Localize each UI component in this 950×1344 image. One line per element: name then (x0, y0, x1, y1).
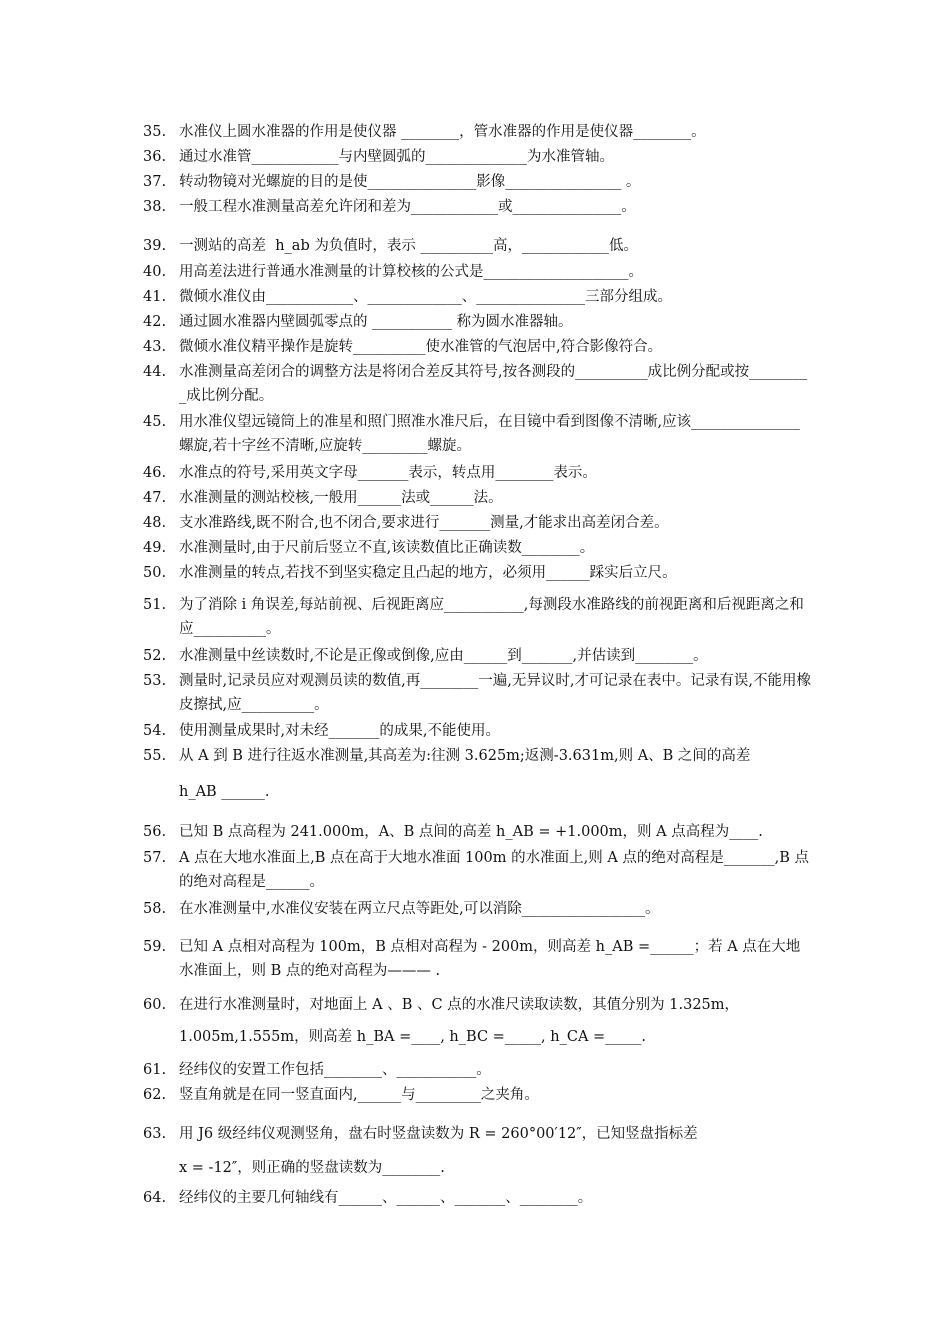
question-number: 35. (143, 124, 167, 140)
question-item (143, 234, 813, 258)
question-text: 一测站的高差 h_ab 为负值时，表示 __________高，____________低。 (179, 238, 638, 254)
question-text: 在进行水准测量时，对地面上 A 、B 、C 点的水准尺读取读数，其值分别为 1.325m， (179, 997, 740, 1013)
question-item (143, 170, 813, 194)
question-item (143, 669, 813, 717)
question-item (143, 593, 813, 641)
question-number: 50. (143, 565, 167, 581)
question-item (143, 1083, 813, 1107)
question-number: 59. (143, 939, 167, 955)
question-text: 一般工程水准测量高差允许闭和差为____________或_______________。 (179, 199, 636, 215)
question-text: 微倾水准仪由____________、_____________、_______________三部分组成。 (179, 289, 672, 305)
question-text: 用 J6 级经纬仪观测竖角，盘右时竖盘读数为 R = 260°00′12″，已知竖盘指标差 (179, 1126, 698, 1142)
question-number: 49. (143, 540, 167, 556)
question-number: 61. (143, 1062, 167, 1078)
question-number: 64. (143, 1190, 167, 1206)
question-item (143, 410, 813, 458)
question-number: 53. (143, 673, 167, 689)
question-number: 42. (143, 314, 167, 330)
question-item (143, 993, 813, 1017)
question-text: 用水准仪望远镜筒上的准星和照门照准水准尺后，在目镜中看到图像不清晰,应该_______________螺旋,若十字丝不清晰,应旋转_________螺旋。 (179, 414, 800, 454)
question-text: 水准测量时,由于尺前后竖立不直,该读数值比正确读数________。 (179, 540, 595, 556)
question-number: 52. (143, 648, 167, 664)
question-number: 36. (143, 149, 167, 165)
question-item (143, 511, 813, 535)
question-item (143, 260, 813, 284)
question-text: x = -12″，则正确的竖盘读数为________. (179, 1160, 445, 1176)
question-text: 经纬仪的安置工作包括________、___________。 (179, 1062, 491, 1078)
question-item (143, 1058, 813, 1082)
question-text: 水准测量中丝读数时,不论是正像或倒像,应由______到_______,并估读到________。 (179, 648, 708, 664)
question-text: 测量时,记录员应对观测员读的数值,再________一遍,无异议时,才可记录在表中。记录有误,不能用橡皮擦拭,应__________。 (179, 673, 812, 713)
question-text: 通过圆水准器内壁圆弧零点的 ___________ 称为圆水准器轴。 (179, 314, 573, 330)
question-item (143, 120, 813, 144)
question-item (143, 935, 813, 983)
question-number: 55. (143, 748, 167, 764)
question-text: 用高差法进行普通水准测量的计算校核的公式是____________________。 (179, 264, 643, 280)
question-text: 支水准路线,既不附合,也不闭合,要求进行_______测量,才能求出高差闭合差。 (179, 515, 669, 531)
question-number: 57. (143, 850, 167, 866)
question-number: 39. (143, 238, 167, 254)
question-item (143, 360, 813, 408)
question-text: 使用测量成果时,对未经_______的成果,不能使用。 (179, 723, 500, 739)
question-text: 水准测量的测站校核,一般用______法或______法。 (179, 490, 503, 506)
question-item (143, 195, 813, 219)
question-number: 37. (143, 174, 167, 190)
question-item (143, 719, 813, 743)
question-number: 58. (143, 901, 167, 917)
question-item (143, 897, 813, 921)
question-item (143, 1025, 813, 1049)
question-item (143, 310, 813, 334)
question-number: 62. (143, 1087, 167, 1103)
question-text: 通过水准管____________与内壁圆弧的______________为水准管轴。 (179, 149, 614, 165)
question-text: 转动物镜对光螺旋的目的是使_______________影像________________ 。 (179, 174, 641, 190)
question-text: A 点在大地水准面上,B 点在高于大地水准面 100m 的水准面上,则 A 点的绝对高程是_______,B 点的绝对高程是______。 (179, 850, 810, 890)
question-number: 56. (143, 824, 167, 840)
question-number: 48. (143, 515, 167, 531)
question-text: 已知 A 点相对高程为 100m，B 点相对高程为 - 200m，则高差 h_AB =______；若 A 点在大地水准面上，则 B 点的绝对高程为——— . (179, 939, 801, 979)
question-text: 微倾水准仪精平操作是旋转__________使水准管的气泡居中,符合影像符合。 (179, 339, 663, 355)
question-item (143, 846, 813, 894)
question-number: 63. (143, 1126, 167, 1142)
question-text: 水准测量高差闭合的调整方法是将闭合差反其符号,按各测段的__________成比例分配或按_________成比例分配。 (179, 364, 808, 404)
question-number: 43. (143, 339, 167, 355)
question-text: 为了消除 i 角误差,每站前视、后视距离应___________,每测段水准路线的前视距离和后视距离之和应__________。 (179, 597, 804, 637)
question-item (143, 486, 813, 510)
question-text: 水准测量的转点,若找不到坚实稳定且凸起的地方，必须用______踩实后立尺。 (179, 565, 677, 581)
question-number: 40. (143, 264, 167, 280)
question-item (143, 536, 813, 560)
question-item (143, 644, 813, 668)
question-number: 60. (143, 997, 167, 1013)
question-item (143, 1156, 813, 1180)
question-text: 水准仪上圆水准器的作用是使仪器 ________，管水准器的作用是使仪器________。 (179, 124, 706, 140)
question-text: 竖直角就是在同一竖直面内,______与_________之夹角。 (179, 1087, 539, 1103)
question-text: 已知 B 点高程为 241.000m，A、B 点间的高差 h_AB = +1.000m，则 A 点高程为____. (179, 824, 763, 840)
question-item (143, 335, 813, 359)
question-number: 38. (143, 199, 167, 215)
question-item (143, 744, 813, 768)
question-item (143, 461, 813, 485)
question-item (143, 820, 813, 844)
question-item (143, 1186, 813, 1210)
question-text: 从 A 到 B 进行往返水准测量,其高差为:往测 3.625m;返测-3.631m,则 A、B 之间的高差 (179, 748, 751, 764)
question-number: 46. (143, 465, 167, 481)
question-item (143, 145, 813, 169)
question-number: 47. (143, 490, 167, 506)
question-text: 经纬仪的主要几何轴线有______、______、_______、________。 (179, 1190, 593, 1206)
question-item (143, 285, 813, 309)
question-number: 54. (143, 723, 167, 739)
question-item (143, 780, 813, 804)
question-item (143, 561, 813, 585)
question-text: 1.005m,1.555m，则高差 h_BA =____, h_BC =_____, h_CA =_____. (179, 1029, 647, 1045)
question-number: 41. (143, 289, 167, 305)
question-item (143, 1122, 813, 1146)
question-number: 44. (143, 364, 167, 380)
question-text: 水准点的符号,采用英文字母_______表示，转点用________表示。 (179, 465, 597, 481)
question-number: 45. (143, 414, 167, 430)
question-text: h_AB ______. (179, 784, 270, 800)
question-number: 51. (143, 597, 167, 613)
question-text: 在水准测量中,水准仪安装在两立尺点等距处,可以消除_________________。 (179, 901, 660, 917)
